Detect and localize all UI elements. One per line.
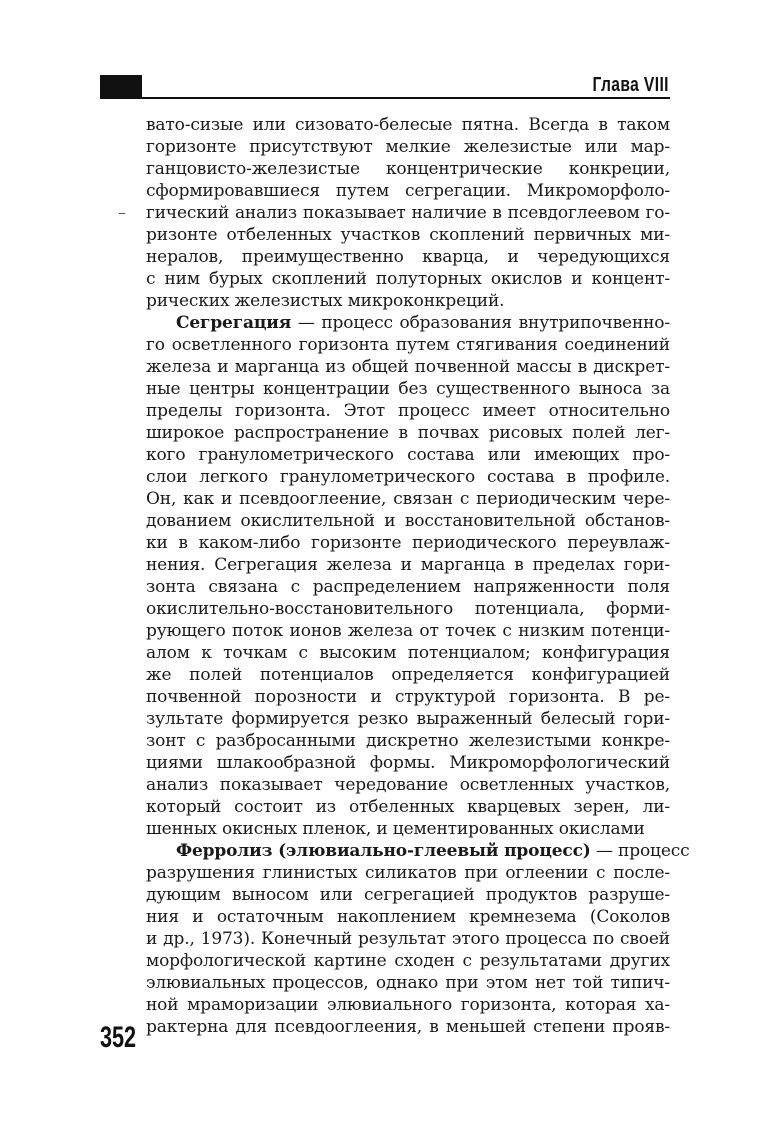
text-line: железа и марганца из общей почвенной массы в дискрет- xyxy=(146,357,670,377)
chapter-label: Глава VIII xyxy=(592,74,669,96)
text-line: Он, как и псевдооглеение, связан с периодическим чере- xyxy=(146,489,670,509)
text-line: окислительно-восстановительного потенциала, форми- xyxy=(146,599,670,619)
text-line: зонта связана с распределением напряженности поля xyxy=(146,577,670,597)
text-line: морфологической картине сходен с результатами других xyxy=(146,951,670,971)
text-line: почвенной порозности и структурой горизонта. В ре- xyxy=(146,687,670,707)
text-line: вато-сизые или сизовато-белесые пятна. Всегда в таком xyxy=(146,115,670,135)
text-line: циями шлакообразной формы. Микроморфологический xyxy=(146,753,670,773)
text-line: пределы горизонта. Этот процесс имеет относительно xyxy=(146,401,670,421)
text-line: который состоит из отбеленных кварцевых зерен, ли- xyxy=(146,797,670,817)
paragraph-first-line xyxy=(146,312,670,334)
text-line: слои легкого гранулометрического состава в профиле. xyxy=(146,467,670,487)
text-line: зонт с разбросанными дискретно железистыми конкре- xyxy=(146,731,670,751)
text-line: разрушения глинистых силикатов при оглеении с после- xyxy=(146,863,670,883)
header-rule xyxy=(100,97,670,99)
text-line: нералов, преимущественно кварца, и чередующихся xyxy=(146,247,670,267)
text-line: кого гранулометрического состава или имеющих про- xyxy=(146,445,670,465)
page-number: 352 xyxy=(100,1021,137,1054)
text-line: ния и остаточным накоплением кремнезема (Соколов xyxy=(146,907,670,927)
text-line: ки в каком-либо горизонте периодического переувлаж- xyxy=(146,533,670,553)
text-fragment: — процесс xyxy=(590,841,690,861)
text-line: рических железистых микроконкреций. xyxy=(146,291,505,311)
text-line: и др., 1973). Конечный результат этого процесса по своей xyxy=(146,929,670,949)
text-line: дованием окислительной и восстановительной обстанов- xyxy=(146,511,670,531)
text-line: го осветленного горизонта путем стягивания соединений xyxy=(146,335,670,355)
text-line: же полей потенциалов определяется конфигурацией xyxy=(146,665,670,685)
text-line: с ним бурых скоплений полуторных окислов и концент- xyxy=(146,269,670,289)
text-line: зультате формируется резко выраженный белесый гори- xyxy=(146,709,670,729)
text-line: рующего поток ионов железа от точек с низким потенци- xyxy=(146,621,670,641)
text-line: нения. Сегрегация железа и марганца в пределах гори- xyxy=(146,555,670,575)
text-line: алом к точкам с высоким потенциалом; конфигурация xyxy=(146,643,670,663)
text-line: шенных окисных пленок, и цементированных окислами xyxy=(146,819,645,839)
text-line: анализ показывает чередование осветленных участков, xyxy=(146,775,670,795)
header-black-block xyxy=(100,75,142,97)
margin-mark xyxy=(119,213,125,214)
text-line: ные центры концентрации без существенного выноса за xyxy=(146,379,670,399)
text-line: дующим выносом или сегрегацией продуктов разруше- xyxy=(146,885,670,905)
term-segregation: Сегрегация xyxy=(176,313,292,333)
term-ferrolysis: Ферролиз (элювиально-глеевый процесс) xyxy=(176,841,591,861)
text-line: элювиальных процессов, однако при этом нет той типич- xyxy=(146,973,670,993)
paragraph-first-line xyxy=(146,840,690,862)
text-body xyxy=(146,114,690,1038)
text-line: ганцовисто-железистые концентрические конкреции, xyxy=(146,159,670,179)
text-line: сформировавшиеся путем сегрегации. Микроморфоло- xyxy=(146,181,670,201)
text-line: рактерна для псевдооглеения, в меньшей степени прояв- xyxy=(146,1017,670,1037)
text-line: ной мраморизации элювиального горизонта, которая ха- xyxy=(146,995,670,1015)
text-line: ризонте отбеленных участков скоплений первичных ми- xyxy=(146,225,670,245)
text-fragment: — процесс образования внутрипочвенно- xyxy=(291,313,670,333)
text-line: гический анализ показывает наличие в псевдоглеевом го- xyxy=(146,203,670,223)
text-line: горизонте присутствуют мелкие железистые или мар- xyxy=(146,137,670,157)
text-line: широкое распространение в почвах рисовых полей лег- xyxy=(146,423,670,443)
